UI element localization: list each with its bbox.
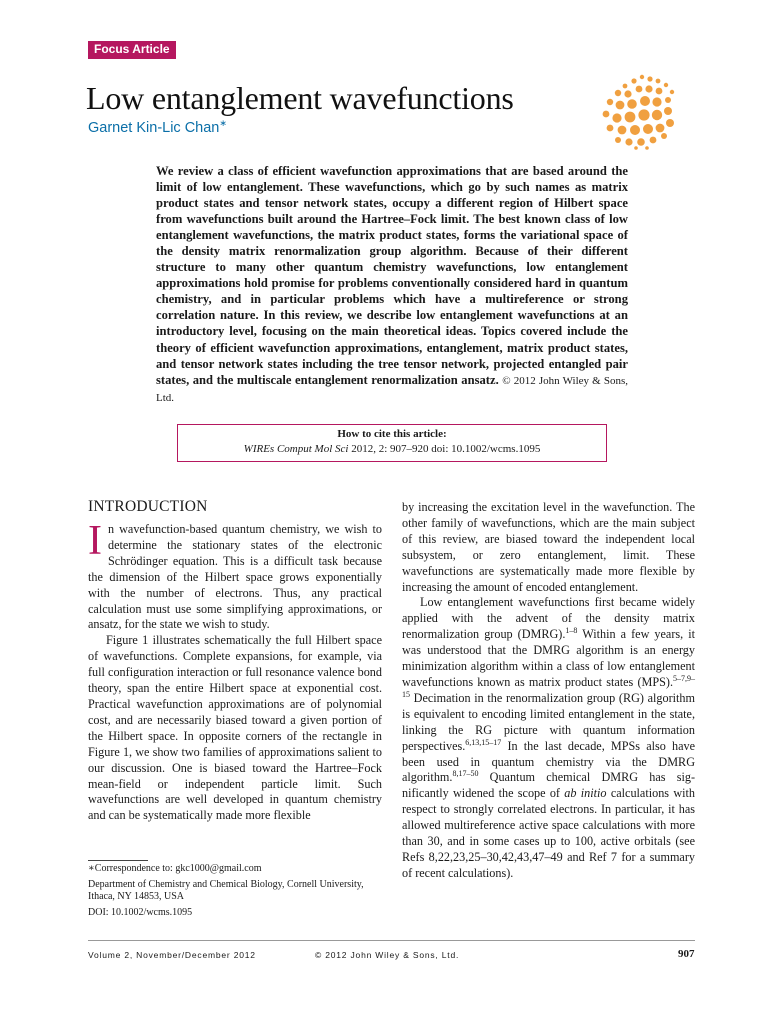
footnote-rule — [88, 860, 148, 861]
page-number: 907 — [678, 948, 695, 960]
intro-paragraph-1 — [88, 518, 382, 633]
citation-journal: WIREs Comput Mol Sci — [243, 443, 349, 455]
citation-box — [177, 424, 607, 462]
reference-superscript[interactable]: 1–8 — [565, 626, 578, 636]
reference-superscript[interactable]: 6,13,15–17 — [465, 737, 502, 747]
article-type-badge: Focus Article — [88, 41, 176, 59]
citation-details[interactable]: 2012, 2: 907–920 doi: 10.1002/wcms.1095 — [348, 443, 541, 455]
italic-term: ab initio — [564, 786, 607, 801]
citation-heading: How to cite this article: — [337, 428, 447, 440]
text-segment: In the last decade, MPSs also have been used in quantum chemistry via the DMRG algorithm. — [402, 738, 695, 785]
affiliation-note: Department of Chemistry and Chemical Biology, Cornell University, Ithaca, NY 14853, USA — [88, 879, 364, 902]
intro-paragraph-2: Figure 1 illustrates schematically the full Hilbert space of wavefunctions. Complete expansions, for example, via full configuration interaction or full resonance valence bond theory, span the entire Hilbert space at exponential cost. Practical wavefunction approximations are of polynomial cost, and are necessarily biased toward a given portion of the Hilbert space. In opposite corners of the rectangle in Figure 1, we show two families of approximations salient to our discussion. One is biased toward the Hartree–Fock mean-field or independent particle limit. Such wavefunctions are well developed in quantum chemistry and can be systematically made more flexible — [88, 633, 382, 823]
drop-cap: I — [88, 518, 102, 564]
footnotes — [88, 857, 382, 919]
doi-note: DOI: 10.1002/wcms.1095 — [88, 907, 193, 918]
text-segment: Low entanglement wavefunctions first became widely applied with the advent of the density matrix renormalization group (DMRG). — [402, 595, 695, 642]
footer-rule — [88, 940, 695, 941]
author-footnote-mark: ∗ — [219, 118, 227, 129]
reference-superscript[interactable]: 5–7,9–15 — [402, 673, 695, 699]
reference-superscript[interactable]: 8,17–50 — [452, 769, 479, 779]
abstract — [156, 163, 628, 406]
text-segment: calculations with respect to strongly correlated electrons. In particular, it has allowed multireference active space calculations with more than 30, and in some cases up to 100, active orbitals (see Refs 8,22,23,25–30,42,43,47–49 and Ref 7 for a summary of recent calculations). — [402, 786, 696, 880]
left-column — [88, 498, 382, 824]
author-name[interactable] — [88, 120, 227, 136]
footer-volume: Volume 2, November/December 2012 — [88, 950, 256, 960]
footer-copyright: © 2012 John Wiley & Sons, Ltd. — [315, 950, 460, 960]
section-heading: INTRODUCTION — [88, 498, 208, 515]
right-paragraph-2 — [402, 595, 695, 881]
author-name-text[interactable]: Garnet Kin-Lic Chan — [88, 120, 220, 136]
abstract-copyright: © 2012 John Wiley & Sons, Ltd. — [156, 374, 628, 404]
citation-line — [244, 443, 541, 455]
text-segment: Within a few years, it was understood that the DMRG algorithm is an energy minimization algorithm within a class of low entanglement wavefunctions known as matrix product states (MPS). — [402, 627, 695, 689]
right-column — [402, 500, 695, 882]
text-segment: Decimation in the renormalization group (RG) algorithm is equivalent to encoding limited entanglement in the state, linking the RG picture with quantum information perspectives. — [402, 690, 695, 753]
right-paragraph-1: by increasing the excitation level in the wavefunction. The other family of wavefunctions, which are the main subject of this review, are biased toward the independent local subsystem, or zero entanglement, limit. These wavefunctions are systematically made more flexible by increasing the amount of encoded entanglement. — [402, 500, 695, 594]
correspondence-note: ∗Correspondence to: gkc1000@gmail.com — [88, 863, 262, 874]
wires-dot-cluster-logo-icon — [598, 72, 678, 150]
article-title: Low entanglement wavefunctions — [86, 80, 514, 116]
abstract-text: We review a class of efficient wavefunction approximations that are based around the limit of low entanglement. These wavefunctions, which go by such names as matrix product states and tensor network states, occupy a different region of Hilbert space from wavefunctions built around the Hartree–Fock limit. The best known class of low entanglement wavefunctions, the matrix product states, forms the variational space of the density matrix renormalization group algorithm. Because of their different structure to many other quantum chemistry wavefunctions, low entanglement approximations hold promise for problems conventionally considered hard in quantum chemistry, and in particular problems which have a multireference or strong correlation nature. In this review, we describe low entanglement wavefunctions at an introductory level, focusing on the main theoretical ideas. Topics covered include the theory of efficient wavefunction approximations, entanglement, matrix product states, and tensor network states including the tree tensor network, projected entangled pair states, and the multiscale entanglement renormalization ansatz. — [156, 164, 628, 387]
intro-paragraph-1-text: n wavefunction-based quantum chemistry, we wish to determine the stationary states of the electronic Schrödinger equation. This is a difficult task because the dimension of the Hilbert space grows exponentially with the number of electrons. Thus, any practical calculation must use some simplifying approximations, or ansatz, for the state we wish to study. — [88, 522, 382, 632]
text-segment: Quantum chemical DMRG has significantly widened the scope of — [402, 770, 695, 801]
